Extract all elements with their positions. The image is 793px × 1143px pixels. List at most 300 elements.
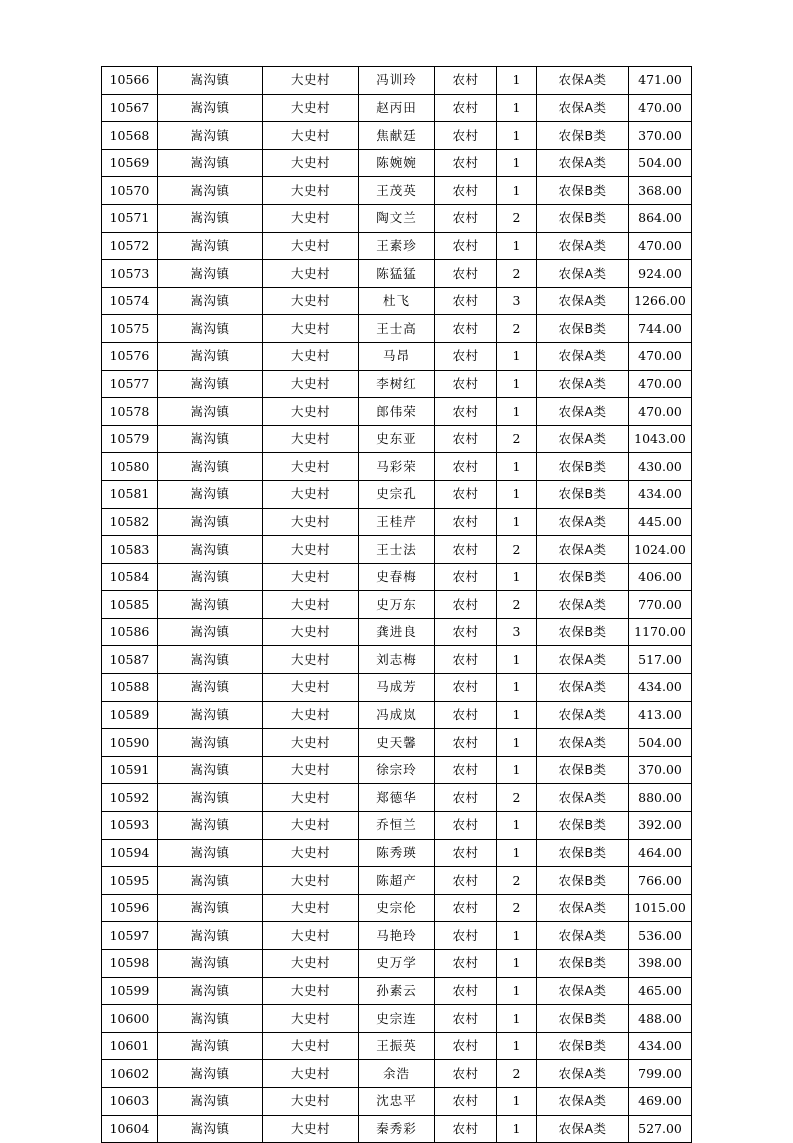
row-village: 大史村	[263, 177, 359, 205]
row-person-count: 2	[497, 784, 537, 812]
row-household-type: 农村	[435, 370, 497, 398]
row-amount: 1266.00	[629, 287, 692, 315]
row-amount: 504.00	[629, 149, 692, 177]
table-row	[102, 67, 692, 95]
row-township: 嵩沟镇	[158, 701, 263, 729]
row-id: 10594	[102, 839, 158, 867]
row-amount: 370.00	[629, 122, 692, 150]
row-benefit-category: 农保A类	[537, 536, 629, 564]
row-person-count: 1	[497, 812, 537, 840]
row-id: 10573	[102, 260, 158, 288]
table-row	[102, 94, 692, 122]
row-household-type: 农村	[435, 508, 497, 536]
row-village: 大史村	[263, 315, 359, 343]
row-household-type: 农村	[435, 260, 497, 288]
row-amount: 434.00	[629, 674, 692, 702]
table-row	[102, 894, 692, 922]
row-benefit-category: 农保B类	[537, 315, 629, 343]
row-amount: 470.00	[629, 398, 692, 426]
row-person-count: 1	[497, 232, 537, 260]
row-person-name: 史万学	[359, 950, 435, 978]
row-amount: 766.00	[629, 867, 692, 895]
row-village: 大史村	[263, 94, 359, 122]
row-person-count: 1	[497, 1087, 537, 1115]
row-person-name: 陈婉婉	[359, 149, 435, 177]
table-row	[102, 398, 692, 426]
row-person-name: 龚进良	[359, 618, 435, 646]
row-person-name: 马艳玲	[359, 922, 435, 950]
table-row	[102, 536, 692, 564]
table-row	[102, 1115, 692, 1143]
row-benefit-category: 农保A类	[537, 149, 629, 177]
row-benefit-category: 农保A类	[537, 784, 629, 812]
row-person-name: 余浩	[359, 1060, 435, 1088]
row-township: 嵩沟镇	[158, 67, 263, 95]
row-township: 嵩沟镇	[158, 480, 263, 508]
row-person-count: 1	[497, 177, 537, 205]
table-row	[102, 204, 692, 232]
row-amount: 413.00	[629, 701, 692, 729]
row-amount: 1015.00	[629, 894, 692, 922]
subsidy-recipients-table	[101, 66, 692, 1143]
row-village: 大史村	[263, 839, 359, 867]
row-person-name: 陈猛猛	[359, 260, 435, 288]
row-household-type: 农村	[435, 342, 497, 370]
row-id: 10599	[102, 977, 158, 1005]
row-person-name: 史东亚	[359, 425, 435, 453]
row-id: 10582	[102, 508, 158, 536]
table-row	[102, 1032, 692, 1060]
row-township: 嵩沟镇	[158, 729, 263, 757]
row-township: 嵩沟镇	[158, 204, 263, 232]
row-village: 大史村	[263, 1005, 359, 1033]
row-amount: 1024.00	[629, 536, 692, 564]
row-person-count: 1	[497, 646, 537, 674]
row-benefit-category: 农保A类	[537, 425, 629, 453]
table-row	[102, 784, 692, 812]
row-household-type: 农村	[435, 646, 497, 674]
row-household-type: 农村	[435, 1115, 497, 1143]
row-person-count: 2	[497, 867, 537, 895]
row-township: 嵩沟镇	[158, 398, 263, 426]
row-household-type: 农村	[435, 922, 497, 950]
row-amount: 470.00	[629, 94, 692, 122]
table-row	[102, 839, 692, 867]
row-village: 大史村	[263, 618, 359, 646]
row-id: 10601	[102, 1032, 158, 1060]
row-household-type: 农村	[435, 591, 497, 619]
row-township: 嵩沟镇	[158, 315, 263, 343]
row-id: 10595	[102, 867, 158, 895]
row-township: 嵩沟镇	[158, 287, 263, 315]
row-village: 大史村	[263, 784, 359, 812]
row-amount: 470.00	[629, 232, 692, 260]
row-amount: 445.00	[629, 508, 692, 536]
row-id: 10567	[102, 94, 158, 122]
row-household-type: 农村	[435, 287, 497, 315]
table-row	[102, 1060, 692, 1088]
row-amount: 527.00	[629, 1115, 692, 1143]
row-village: 大史村	[263, 894, 359, 922]
table-row	[102, 701, 692, 729]
row-id: 10566	[102, 67, 158, 95]
row-township: 嵩沟镇	[158, 674, 263, 702]
row-household-type: 农村	[435, 674, 497, 702]
row-household-type: 农村	[435, 480, 497, 508]
row-person-count: 2	[497, 204, 537, 232]
table-row	[102, 508, 692, 536]
table-row	[102, 618, 692, 646]
row-township: 嵩沟镇	[158, 94, 263, 122]
row-benefit-category: 农保A类	[537, 1115, 629, 1143]
row-person-name: 孙素云	[359, 977, 435, 1005]
row-household-type: 农村	[435, 67, 497, 95]
row-person-name: 王桂芹	[359, 508, 435, 536]
row-id: 10578	[102, 398, 158, 426]
row-township: 嵩沟镇	[158, 839, 263, 867]
row-amount: 924.00	[629, 260, 692, 288]
row-township: 嵩沟镇	[158, 177, 263, 205]
row-household-type: 农村	[435, 1060, 497, 1088]
row-township: 嵩沟镇	[158, 370, 263, 398]
row-amount: 434.00	[629, 1032, 692, 1060]
row-township: 嵩沟镇	[158, 977, 263, 1005]
row-benefit-category: 农保A类	[537, 701, 629, 729]
row-person-count: 1	[497, 674, 537, 702]
row-benefit-category: 农保A类	[537, 977, 629, 1005]
row-person-name: 王士高	[359, 315, 435, 343]
row-person-count: 1	[497, 122, 537, 150]
table-row	[102, 646, 692, 674]
row-person-count: 1	[497, 398, 537, 426]
row-id: 10580	[102, 453, 158, 481]
row-village: 大史村	[263, 425, 359, 453]
row-household-type: 农村	[435, 425, 497, 453]
table-row	[102, 591, 692, 619]
row-village: 大史村	[263, 480, 359, 508]
row-person-count: 1	[497, 149, 537, 177]
row-village: 大史村	[263, 453, 359, 481]
row-village: 大史村	[263, 287, 359, 315]
row-person-name: 史春梅	[359, 563, 435, 591]
row-person-count: 3	[497, 618, 537, 646]
row-person-name: 史天馨	[359, 729, 435, 757]
row-id: 10579	[102, 425, 158, 453]
row-household-type: 农村	[435, 812, 497, 840]
row-household-type: 农村	[435, 177, 497, 205]
row-household-type: 农村	[435, 756, 497, 784]
table-row	[102, 812, 692, 840]
row-village: 大史村	[263, 950, 359, 978]
row-person-name: 王茂英	[359, 177, 435, 205]
row-household-type: 农村	[435, 701, 497, 729]
table-row	[102, 342, 692, 370]
row-amount: 488.00	[629, 1005, 692, 1033]
row-person-name: 杜飞	[359, 287, 435, 315]
row-benefit-category: 农保B类	[537, 618, 629, 646]
row-benefit-category: 农保A类	[537, 232, 629, 260]
row-person-count: 1	[497, 1115, 537, 1143]
row-person-count: 1	[497, 756, 537, 784]
row-benefit-category: 农保A类	[537, 646, 629, 674]
row-person-name: 陈秀瑛	[359, 839, 435, 867]
row-township: 嵩沟镇	[158, 618, 263, 646]
row-id: 10574	[102, 287, 158, 315]
row-person-count: 1	[497, 563, 537, 591]
row-id: 10598	[102, 950, 158, 978]
table-row	[102, 370, 692, 398]
row-village: 大史村	[263, 1087, 359, 1115]
row-amount: 406.00	[629, 563, 692, 591]
row-person-name: 沈忠平	[359, 1087, 435, 1115]
row-benefit-category: 农保B类	[537, 756, 629, 784]
row-person-count: 2	[497, 425, 537, 453]
row-benefit-category: 农保A类	[537, 922, 629, 950]
row-person-count: 2	[497, 894, 537, 922]
row-township: 嵩沟镇	[158, 646, 263, 674]
table-row	[102, 1087, 692, 1115]
row-household-type: 农村	[435, 453, 497, 481]
row-village: 大史村	[263, 508, 359, 536]
table-row	[102, 122, 692, 150]
row-village: 大史村	[263, 812, 359, 840]
row-township: 嵩沟镇	[158, 1115, 263, 1143]
table-row	[102, 729, 692, 757]
table-row	[102, 674, 692, 702]
row-village: 大史村	[263, 729, 359, 757]
row-amount: 1170.00	[629, 618, 692, 646]
row-household-type: 农村	[435, 398, 497, 426]
row-amount: 464.00	[629, 839, 692, 867]
row-id: 10584	[102, 563, 158, 591]
row-id: 10586	[102, 618, 158, 646]
row-person-name: 王士法	[359, 536, 435, 564]
row-person-count: 1	[497, 1032, 537, 1060]
row-amount: 471.00	[629, 67, 692, 95]
row-benefit-category: 农保A类	[537, 260, 629, 288]
row-amount: 469.00	[629, 1087, 692, 1115]
table-row	[102, 425, 692, 453]
row-person-count: 2	[497, 536, 537, 564]
row-township: 嵩沟镇	[158, 591, 263, 619]
row-village: 大史村	[263, 260, 359, 288]
row-village: 大史村	[263, 646, 359, 674]
table-row	[102, 177, 692, 205]
row-id: 10602	[102, 1060, 158, 1088]
row-benefit-category: 农保A类	[537, 894, 629, 922]
row-household-type: 农村	[435, 204, 497, 232]
row-amount: 465.00	[629, 977, 692, 1005]
row-township: 嵩沟镇	[158, 342, 263, 370]
row-township: 嵩沟镇	[158, 122, 263, 150]
row-household-type: 农村	[435, 122, 497, 150]
row-person-count: 1	[497, 370, 537, 398]
row-amount: 517.00	[629, 646, 692, 674]
row-id: 10583	[102, 536, 158, 564]
row-person-name: 李树红	[359, 370, 435, 398]
table-row	[102, 922, 692, 950]
table-row	[102, 756, 692, 784]
row-village: 大史村	[263, 701, 359, 729]
row-benefit-category: 农保B类	[537, 1005, 629, 1033]
row-household-type: 农村	[435, 1005, 497, 1033]
row-person-name: 秦秀彩	[359, 1115, 435, 1143]
row-person-count: 1	[497, 1005, 537, 1033]
row-village: 大史村	[263, 1115, 359, 1143]
row-village: 大史村	[263, 1032, 359, 1060]
row-id: 10570	[102, 177, 158, 205]
row-household-type: 农村	[435, 94, 497, 122]
row-benefit-category: 农保B类	[537, 177, 629, 205]
row-amount: 536.00	[629, 922, 692, 950]
row-id: 10585	[102, 591, 158, 619]
row-person-count: 1	[497, 729, 537, 757]
row-person-name: 郎伟荣	[359, 398, 435, 426]
row-amount: 392.00	[629, 812, 692, 840]
row-id: 10591	[102, 756, 158, 784]
row-amount: 1043.00	[629, 425, 692, 453]
row-township: 嵩沟镇	[158, 260, 263, 288]
row-amount: 470.00	[629, 342, 692, 370]
row-benefit-category: 农保B类	[537, 867, 629, 895]
table-row	[102, 480, 692, 508]
row-id: 10576	[102, 342, 158, 370]
row-benefit-category: 农保A类	[537, 729, 629, 757]
row-household-type: 农村	[435, 867, 497, 895]
row-village: 大史村	[263, 370, 359, 398]
row-id: 10568	[102, 122, 158, 150]
row-benefit-category: 农保B类	[537, 839, 629, 867]
row-benefit-category: 农保B类	[537, 122, 629, 150]
row-id: 10600	[102, 1005, 158, 1033]
row-township: 嵩沟镇	[158, 536, 263, 564]
table-row	[102, 315, 692, 343]
row-person-name: 马彩荣	[359, 453, 435, 481]
row-id: 10575	[102, 315, 158, 343]
row-person-name: 马昂	[359, 342, 435, 370]
row-person-name: 赵丙田	[359, 94, 435, 122]
row-person-count: 1	[497, 67, 537, 95]
row-amount: 770.00	[629, 591, 692, 619]
row-benefit-category: 农保A类	[537, 287, 629, 315]
table-row	[102, 1005, 692, 1033]
table-row	[102, 260, 692, 288]
row-id: 10581	[102, 480, 158, 508]
row-township: 嵩沟镇	[158, 950, 263, 978]
row-person-count: 2	[497, 591, 537, 619]
row-township: 嵩沟镇	[158, 1032, 263, 1060]
row-id: 10592	[102, 784, 158, 812]
row-amount: 864.00	[629, 204, 692, 232]
row-household-type: 农村	[435, 894, 497, 922]
row-village: 大史村	[263, 536, 359, 564]
row-amount: 398.00	[629, 950, 692, 978]
table-row	[102, 867, 692, 895]
row-benefit-category: 农保A类	[537, 94, 629, 122]
row-person-count: 3	[497, 287, 537, 315]
row-township: 嵩沟镇	[158, 232, 263, 260]
row-id: 10596	[102, 894, 158, 922]
table-row	[102, 950, 692, 978]
row-township: 嵩沟镇	[158, 894, 263, 922]
row-village: 大史村	[263, 149, 359, 177]
table-row	[102, 563, 692, 591]
row-id: 10577	[102, 370, 158, 398]
row-household-type: 农村	[435, 950, 497, 978]
row-person-name: 徐宗玲	[359, 756, 435, 784]
row-village: 大史村	[263, 674, 359, 702]
row-village: 大史村	[263, 204, 359, 232]
table-row	[102, 977, 692, 1005]
row-person-name: 史宗孔	[359, 480, 435, 508]
row-amount: 470.00	[629, 370, 692, 398]
row-id: 10590	[102, 729, 158, 757]
row-person-name: 刘志梅	[359, 646, 435, 674]
row-benefit-category: 农保A类	[537, 591, 629, 619]
row-village: 大史村	[263, 1060, 359, 1088]
row-household-type: 农村	[435, 315, 497, 343]
row-village: 大史村	[263, 922, 359, 950]
table-row	[102, 232, 692, 260]
row-benefit-category: 农保A类	[537, 1060, 629, 1088]
row-village: 大史村	[263, 756, 359, 784]
row-township: 嵩沟镇	[158, 756, 263, 784]
row-benefit-category: 农保A类	[537, 370, 629, 398]
row-household-type: 农村	[435, 536, 497, 564]
row-id: 10571	[102, 204, 158, 232]
row-person-count: 2	[497, 1060, 537, 1088]
row-household-type: 农村	[435, 1032, 497, 1060]
row-township: 嵩沟镇	[158, 922, 263, 950]
row-benefit-category: 农保B类	[537, 812, 629, 840]
row-person-name: 王振英	[359, 1032, 435, 1060]
row-benefit-category: 农保B类	[537, 480, 629, 508]
row-person-count: 1	[497, 977, 537, 1005]
table-body	[102, 67, 692, 1143]
row-id: 10589	[102, 701, 158, 729]
row-benefit-category: 农保A类	[537, 398, 629, 426]
row-benefit-category: 农保A类	[537, 1087, 629, 1115]
row-township: 嵩沟镇	[158, 425, 263, 453]
row-id: 10603	[102, 1087, 158, 1115]
row-household-type: 农村	[435, 1087, 497, 1115]
row-person-name: 陈超产	[359, 867, 435, 895]
row-amount: 504.00	[629, 729, 692, 757]
row-person-name: 焦献廷	[359, 122, 435, 150]
row-person-count: 1	[497, 342, 537, 370]
row-village: 大史村	[263, 977, 359, 1005]
row-household-type: 农村	[435, 839, 497, 867]
row-village: 大史村	[263, 591, 359, 619]
row-township: 嵩沟镇	[158, 563, 263, 591]
row-township: 嵩沟镇	[158, 149, 263, 177]
row-benefit-category: 农保A类	[537, 508, 629, 536]
row-township: 嵩沟镇	[158, 1060, 263, 1088]
row-id: 10597	[102, 922, 158, 950]
row-amount: 368.00	[629, 177, 692, 205]
row-benefit-category: 农保A类	[537, 67, 629, 95]
row-benefit-category: 农保A类	[537, 674, 629, 702]
row-village: 大史村	[263, 67, 359, 95]
row-household-type: 农村	[435, 563, 497, 591]
row-id: 10588	[102, 674, 158, 702]
row-person-name: 冯成岚	[359, 701, 435, 729]
row-amount: 434.00	[629, 480, 692, 508]
row-id: 10604	[102, 1115, 158, 1143]
row-benefit-category: 农保B类	[537, 1032, 629, 1060]
table-row	[102, 453, 692, 481]
row-person-name: 陶文兰	[359, 204, 435, 232]
